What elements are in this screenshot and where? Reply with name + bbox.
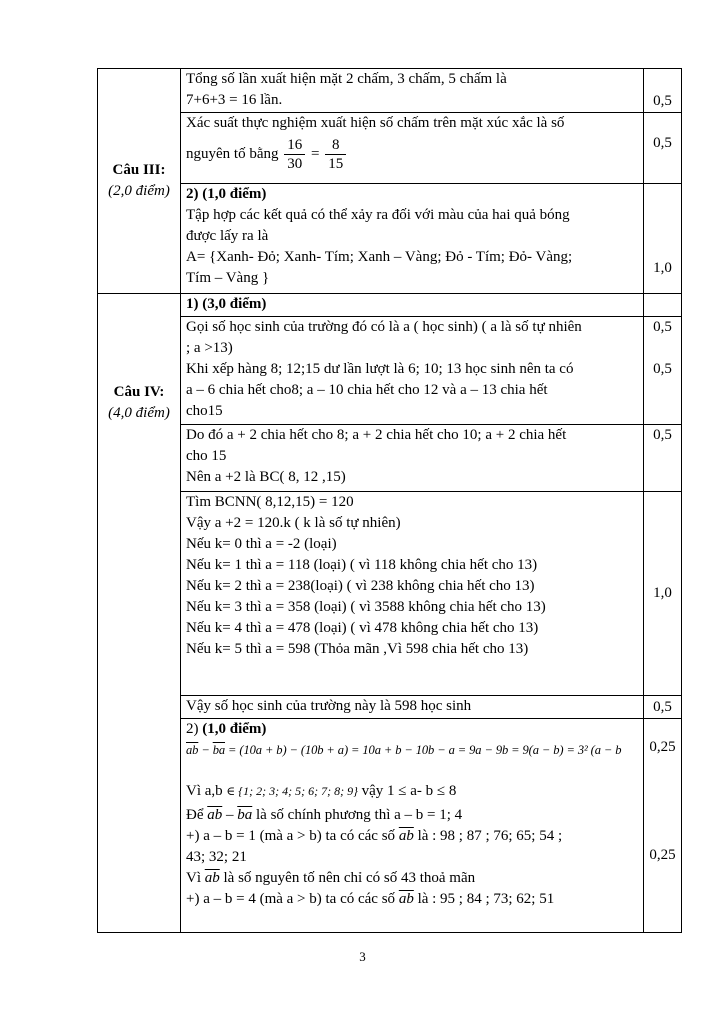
score-cell: 1,0 [644, 184, 682, 294]
score-cell: 1,0 [644, 492, 682, 696]
score-cell: 0,5 [644, 696, 682, 719]
score-cell: 0,5 [644, 425, 682, 492]
table-row [98, 113, 682, 184]
answer-cell: Tổng số lần xuất hiện mặt 2 chấm, 3 chấm, 5 chấm là 7+6+3 = 16 lần. [181, 69, 644, 113]
answer-cell: 2) (1,0 điểm) Tập hợp các kết quả có thể xảy ra đối với màu của hai quả bóng được lấy ra là A= {Xanh- Đỏ; Xanh- Tím; Xanh – Vàng; Đỏ - Tím; Đỏ- Vàng; Tím – Vàng } [181, 184, 644, 294]
answer-cell: Gọi số học sinh của trường đó có là a ( học sinh) ( a là số tự nhiên ; a >13) Khi xếp hàng 8; 12;15 dư lần lượt là 6; 10; 13 học sinh nên ta có a – 6 chia hết cho8; a – 10 chia hết cho 12 và a – 13 chia hết cho15 [181, 317, 644, 425]
table-row [98, 294, 682, 317]
question-title: Câu III: [112, 162, 166, 178]
question-points: (2,0 điểm) [108, 183, 170, 199]
fraction: $\frac{8}{15}$ [325, 136, 346, 173]
question-points: (4,0 điểm) [108, 405, 170, 421]
score-cell [644, 294, 682, 317]
table-row [98, 719, 682, 933]
table-row [98, 425, 682, 492]
table-row [98, 317, 682, 425]
question-label-cell [98, 294, 181, 933]
score-cell: 0,25 0,25 [644, 719, 682, 933]
equation: $\overline{ab} - \overline{ba} = (10a + b) - (10b + a) = 10a + b - 10b - a = 9a - 9b = 9(a - b) = 3^2$ (a − b [186, 743, 622, 757]
answer-cell: 1) (3,0 điểm) [181, 294, 644, 317]
answer-cell: Vậy số học sinh của trường này là 598 học sinh [181, 696, 644, 719]
answer-cell: Do đó a + 2 chia hết cho 8; a + 2 chia hết cho 10; a + 2 chia hết cho 15 Nên a +2 là BC( 8, 12 ,15) [181, 425, 644, 492]
score-cell: 0,5 0,5 [644, 317, 682, 425]
table-row [98, 696, 682, 719]
grading-table [97, 68, 682, 933]
fraction: $\frac{16}{30}$ [284, 136, 305, 173]
table-row [98, 69, 682, 113]
table-row [98, 492, 682, 696]
score-cell: 0,5 [644, 69, 682, 113]
question-title: Câu IV: [113, 384, 165, 400]
answer-cell: Xác suất thực nghiệm xuất hiện số chấm trên mặt xúc xắc là số nguyên tố bằng $\frac{16}{30}$ = $\frac{8}{15}$ [181, 113, 644, 184]
page-number: 3 [359, 949, 366, 964]
score-cell: 0,5 [644, 113, 682, 184]
answer-cell: Tìm BCNN( 8,12,15) = 120 Vậy a +2 = 120.k ( k là số tự nhiên) Nếu k= 0 thì a = -2 (loại) Nếu k= 1 thì a = 118 (loại) ( vì 118 không chia hết cho 13) Nếu k= 2 thì a = 238(loại) ( vì 238 không chia hết cho 13) Nếu k= 3 thì a = 358 (loại) ( vì 3588 không chia hết cho 13) Nếu k= 4 thì a = 478 (loại) ( vì 478 không chia hết cho 13) Nếu k= 5 thì a = 598 (Thỏa mãn ,Vì 598 chia hết cho 13) [181, 492, 644, 696]
answer-cell: 2) (1,0 điểm) $\overline{ab} - \overline{ba} = (10a + b) - (10b + a) = 10a + b - 10b - a = 9a - 9b = 9(a - b) = 3^2$ (a − b Vì a,b ∈ {1; 2; 3; 4; 5; 6; 7; 8; 9} vậy 1 ≤ a- b ≤ 8 Để $\overline{ab} - \overline{ba}$ là số chính phương thì a – b = 1; 4 +) a – b = 1 (mà a > b) ta có các số $\overline{ab}$ là : 98 ; 87 ; 76; 65; 54 ; 43; 32; 21 Vì $\overline{ab}$ là số nguyên tố nên chỉ có số 43 thoả mãn +) a – b = 4 (mà a > b) ta có các số $\overline{ab}$ là : 95 ; 84 ; 73; 62; 51 [181, 719, 644, 933]
table-row [98, 184, 682, 294]
question-label-cell [98, 69, 181, 294]
